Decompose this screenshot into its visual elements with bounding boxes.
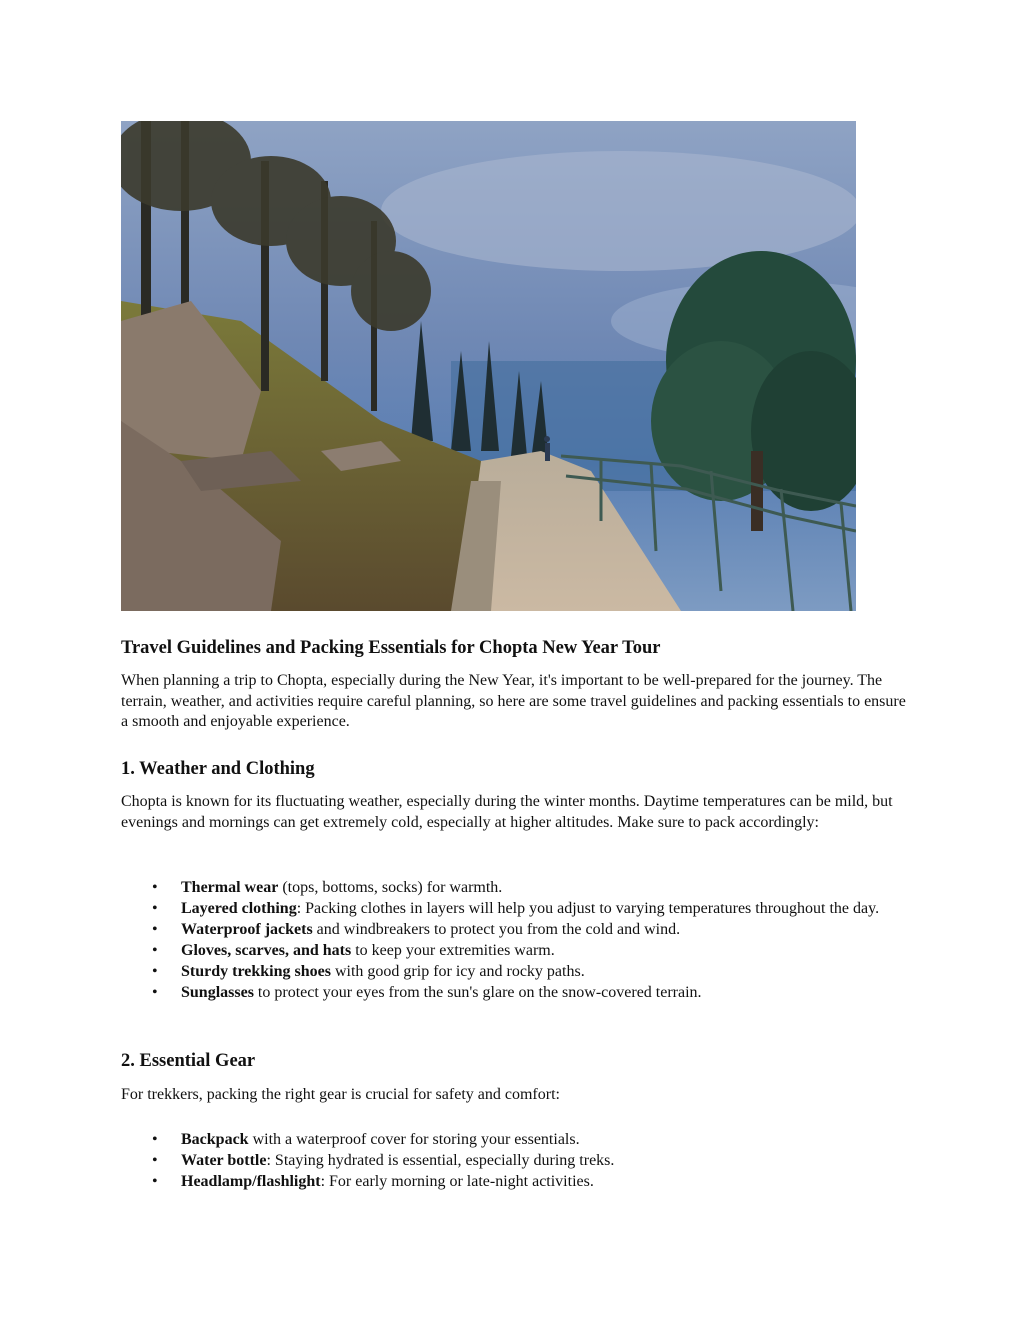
list-item xyxy=(121,940,911,961)
list-item-text: to protect your eyes from the sun's glare on the snow-covered terrain. xyxy=(253,984,702,1001)
list-item-bold: Backpack xyxy=(181,1131,249,1148)
section-body-weather: Chopta is known for its fluctuating weather, especially during the winter months. Daytime temperatures can be mild, but evenings and mornings can get extremely cold, especially at higher altitudes. Make sure to pack accordingly: xyxy=(121,793,893,831)
list-item xyxy=(121,877,911,898)
list-item-bold: Layered clothing xyxy=(181,900,297,917)
list-item-text: : Packing clothes in layers will help you adjust to varying temperatures throughout the day. xyxy=(296,900,880,917)
list-item-bold: Thermal wear xyxy=(181,879,279,896)
gear-list xyxy=(121,1129,911,1192)
list-item xyxy=(121,1150,911,1171)
list-item-bold: Water bottle xyxy=(181,1152,267,1169)
list-item-text: (tops, bottoms, socks) for warmth. xyxy=(278,879,503,896)
list-item xyxy=(121,1171,911,1192)
list-item xyxy=(121,961,911,982)
list-item-bold: Waterproof jackets xyxy=(181,921,313,938)
list-item xyxy=(121,898,911,919)
section-heading-weather: 1. Weather and Clothing xyxy=(121,759,315,779)
list-item-bold: Sunglasses xyxy=(181,984,254,1001)
list-item-text: to keep your extremities warm. xyxy=(351,942,555,959)
list-item-text: : Staying hydrated is essential, especially during treks. xyxy=(266,1152,615,1169)
list-item-text: with a waterproof cover for storing your essentials. xyxy=(248,1131,580,1148)
list-item xyxy=(121,1129,911,1150)
list-item-text: : For early morning or late-night activities. xyxy=(320,1173,594,1190)
list-item-text: and windbreakers to protect you from the cold and wind. xyxy=(312,921,681,938)
list-item-text: with good grip for icy and rocky paths. xyxy=(330,963,585,980)
mountain-trail-illustration xyxy=(121,121,856,611)
section-body-gear: For trekkers, packing the right gear is crucial for safety and comfort: xyxy=(121,1086,560,1103)
intro-paragraph: When planning a trip to Chopta, especially during the New Year, it's important to be well-prepared for the journey. The terrain, weather, and activities require careful planning, so here are some travel guidelines and packing essentials to ensure a smooth and enjoyable experience. xyxy=(121,672,906,730)
list-item-bold: Sturdy trekking shoes xyxy=(181,963,331,980)
section-heading-gear: 2. Essential Gear xyxy=(121,1051,256,1071)
list-item xyxy=(121,919,911,940)
list-item-bold: Headlamp/flashlight xyxy=(181,1173,321,1190)
article-title: Travel Guidelines and Packing Essentials for Chopta New Year Tour xyxy=(121,638,661,658)
list-item-bold: Gloves, scarves, and hats xyxy=(181,942,352,959)
hero-image xyxy=(121,121,856,611)
list-item xyxy=(121,982,911,1003)
clothing-list xyxy=(121,877,911,1003)
